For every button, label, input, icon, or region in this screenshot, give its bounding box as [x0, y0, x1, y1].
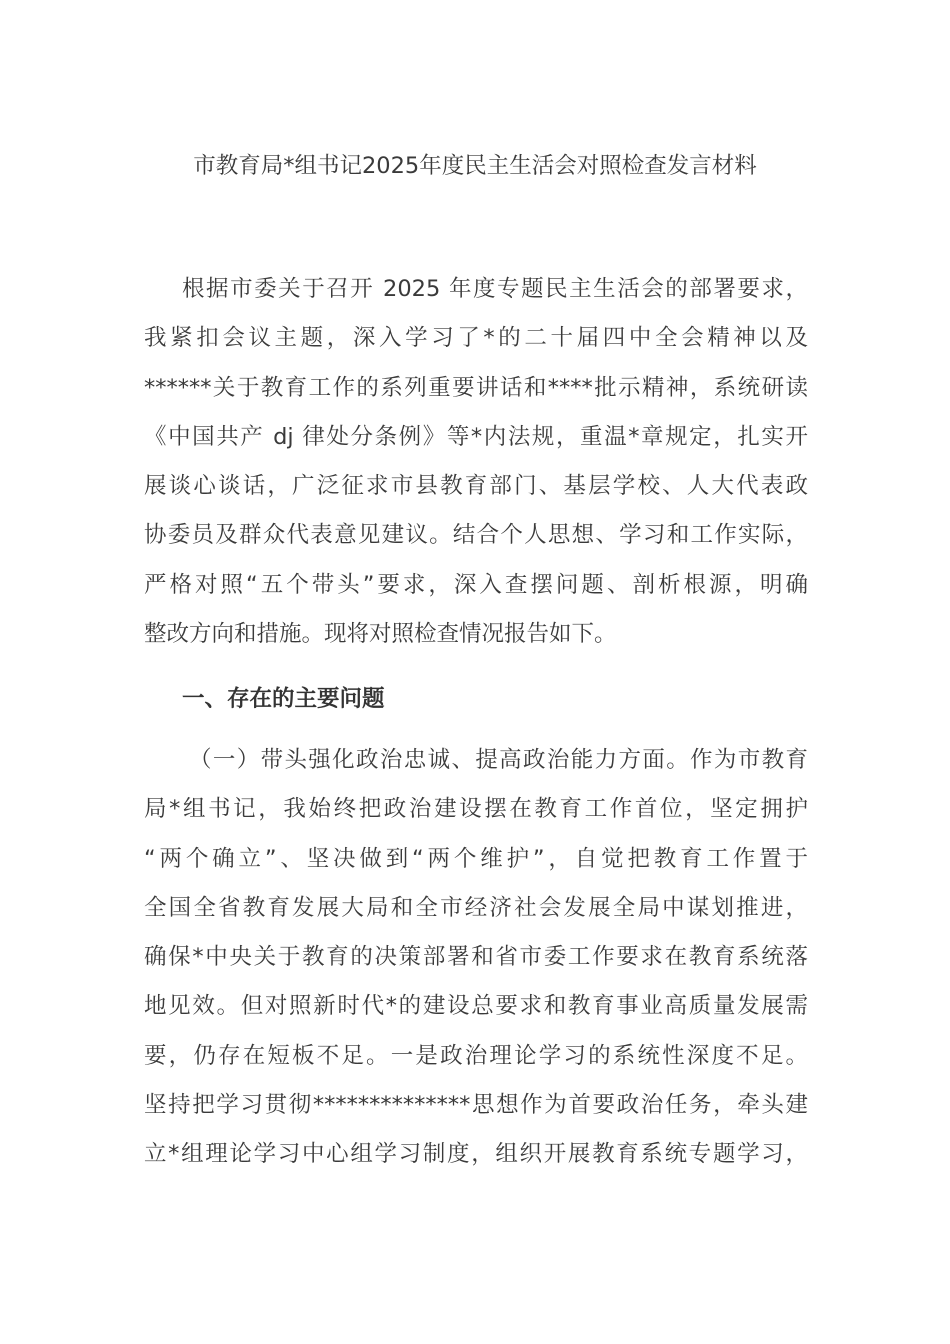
paragraph-line: 坚持把学习贯彻**************思想作为首要政治任务，牵头建	[144, 1092, 808, 1119]
paragraph-line: 要，仍存在短板不足。一是政治理论学习的系统性深度不足。	[144, 1042, 808, 1069]
paragraph-line: 整改方向和措施。现将对照检查情况报告如下。	[144, 621, 617, 648]
paragraph-line: 《中国共产 dj 律处分条例》等*内法规，重温*章规定，扎实开	[144, 423, 808, 450]
section-heading-block	[144, 675, 808, 724]
section-heading: 一、存在的主要问题	[182, 686, 385, 712]
paragraph-line: 地见效。但对照新时代*的建设总要求和教育事业高质量发展需	[144, 993, 808, 1020]
paragraph-line: 确保*中央关于教育的决策部署和省市委工作要求在教育系统落	[144, 944, 808, 971]
paragraph-line: 立*组理论学习中心组学习制度，组织开展教育系统专题学习，	[144, 1141, 808, 1168]
paragraph-line: 严格对照“五个带头”要求，深入查摆问题、剖析根源，明确	[144, 571, 808, 598]
paragraph-line: 全国全省教育发展大局和全市经济社会发展全局中谋划推进，	[144, 894, 808, 921]
paragraph-line: 我紧扣会议主题，深入学习了*的二十届四中全会精神以及	[144, 325, 808, 352]
paragraph-line: “两个确立”、坚决做到“两个维护”，自觉把教育工作置于	[144, 845, 808, 872]
paragraph-line: （一）带头强化政治忠诚、提高政治能力方面。作为市教育	[189, 747, 808, 773]
paragraph-line: 局*组书记，我始终把政治建设摆在教育工作首位，坚定拥护	[144, 796, 808, 823]
section-paragraph	[144, 736, 808, 1180]
document-title: 市教育局*组书记2025年度民主生活会对照检查发言材料	[193, 153, 757, 179]
paragraph-line: 展谈心谈话，广泛征求市县教育部门、基层学校、人大代表政	[144, 473, 808, 500]
paragraph-line: ******关于教育工作的系列重要讲话和****批示精神，系统研读	[144, 374, 808, 401]
intro-paragraph	[144, 265, 808, 659]
paragraph-line: 根据市委关于召开 2025 年度专题民主生活会的部署要求，	[182, 276, 808, 302]
paragraph-line: 协委员及群众代表意见建议。结合个人思想、学习和工作实际，	[144, 522, 808, 549]
